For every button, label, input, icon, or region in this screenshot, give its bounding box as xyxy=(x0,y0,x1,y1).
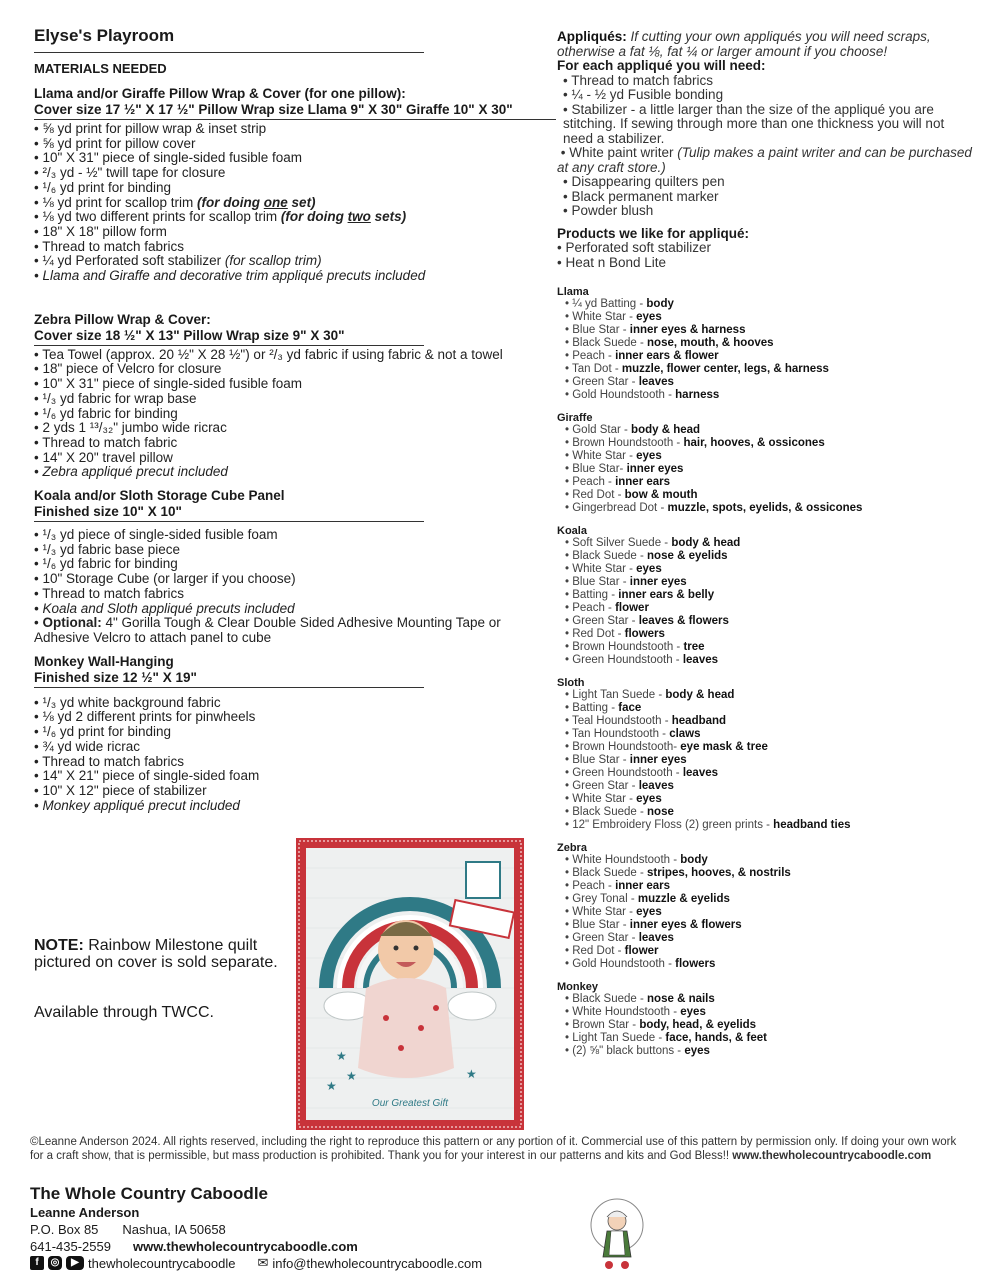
list-item: • 10" X 31" piece of single-sided fusible foam xyxy=(34,377,554,392)
for-each-heading: For each appliqué you will need: xyxy=(557,58,766,73)
list-item: • Black permanent marker xyxy=(563,190,977,205)
quilt-note: NOTE: Rainbow Milestone quilt pictured on cover is sold separate. xyxy=(34,937,278,971)
list-item: • Gingerbread Dot - muzzle, spots, eyelids, & ossicones xyxy=(565,502,977,515)
list-item: • Perforated soft stabilizer xyxy=(557,241,977,256)
list-item: • Peach - inner ears & flower xyxy=(565,350,977,363)
list-item: • Brown Houndstooth - hair, hooves, & ossicones xyxy=(565,437,977,450)
caboodle-logo xyxy=(585,1195,650,1275)
list-item: • Batting - inner ears & belly xyxy=(565,589,977,602)
zebra-list xyxy=(34,348,554,480)
applique-fabric-lists xyxy=(557,286,977,1058)
llama-list xyxy=(34,122,554,284)
applique-group-list xyxy=(557,298,977,402)
list-item: • Disappearing quilters pen xyxy=(563,175,977,190)
website-link[interactable]: www.thewholecountrycaboodle.com xyxy=(132,1239,358,1254)
need-list xyxy=(557,74,977,147)
koala-size: Finished size 10" X 10" xyxy=(34,504,424,522)
svg-text:★: ★ xyxy=(466,1067,477,1081)
list-item: • Blue Star - inner eyes & flowers xyxy=(565,919,977,932)
list-item: • Teal Houndstooth - headband xyxy=(565,715,977,728)
list-item: • White Houndstooth - body xyxy=(565,854,977,867)
list-item: • 2 yds 1 ¹³/₃₂" jumbo wide ricrac xyxy=(34,421,554,436)
list-item: • Llama and Giraffe and decorative trim appliqué precuts included xyxy=(34,269,554,284)
list-item: • ⅛ yd 2 different prints for pinwheels xyxy=(34,710,554,725)
list-item: • 10" X 31" piece of single-sided fusible foam xyxy=(34,151,554,166)
list-item: • Thread to match fabrics xyxy=(34,240,554,255)
quilt-caption: Our Greatest Gift xyxy=(371,1098,449,1109)
materials-column xyxy=(34,26,554,813)
list-item: • ¹/₃ yd piece of single-sided fusible foam xyxy=(34,528,554,543)
list-item: • Thread to match fabric xyxy=(34,436,554,451)
applique-group-title: Koala xyxy=(557,525,587,537)
list-item: • Batting - face xyxy=(565,702,977,715)
list-item: • ¹/₆ yd print for binding xyxy=(34,181,554,196)
list-item: • Peach - inner ears xyxy=(565,476,977,489)
applique-group-list xyxy=(557,689,977,832)
list-item: • Green Star - leaves xyxy=(565,376,977,389)
list-item: • Tan Dot - muzzle, flower center, legs, & harness xyxy=(565,363,977,376)
list-item: • 12" Embroidery Floss (2) green prints - headband ties xyxy=(565,819,977,832)
applique-group-title: Sloth xyxy=(557,677,585,689)
applique-group-list xyxy=(557,424,977,515)
list-item: • ⅝ yd print for pillow wrap & inset strip xyxy=(34,122,554,137)
list-item: • Thread to match fabrics xyxy=(34,755,554,770)
applique-group-title: Zebra xyxy=(557,842,587,854)
milestone-card xyxy=(466,862,500,898)
youtube-icon[interactable]: ▶ xyxy=(66,1256,84,1270)
list-item: • ¹/₃ yd white background fabric xyxy=(34,696,554,711)
list-item: • Blue Star - inner eyes xyxy=(565,576,977,589)
list-item: • Red Dot - bow & mouth xyxy=(565,489,977,502)
llama-title: Llama and/or Giraffe Pillow Wrap & Cover (for one pillow): xyxy=(34,86,406,101)
applique-group-list xyxy=(557,993,977,1058)
list-item: • White Houndstooth - eyes xyxy=(565,1006,977,1019)
koala-section xyxy=(34,488,554,646)
social-handle[interactable]: thewholecountrycaboodle xyxy=(88,1255,236,1271)
list-item: • ¼ yd Batting - body xyxy=(565,298,977,311)
list-item: • Soft Silver Suede - body & head xyxy=(565,537,977,550)
page-title: Elyse's Playroom xyxy=(34,26,424,53)
svg-text:★: ★ xyxy=(326,1079,337,1093)
list-item: • Powder blush xyxy=(563,204,977,219)
list-item: • Green Houndstooth - leaves xyxy=(565,654,977,667)
list-item: • ¾ yd wide ricrac xyxy=(34,740,554,755)
contact-block xyxy=(30,1204,358,1255)
zebra-size: Cover size 18 ½" X 13" Pillow Wrap size 9" X 30" xyxy=(34,328,424,346)
list-item: • ⅛ yd two different prints for scallop trim (for doing two sets) xyxy=(34,210,554,225)
list-item: • Blue Star - inner eyes xyxy=(565,754,977,767)
list-item: • Light Tan Suede - face, hands, & feet xyxy=(565,1032,977,1045)
list-item: • ¹/₆ yd print for binding xyxy=(34,725,554,740)
zebra-section xyxy=(34,312,554,480)
need-list-2 xyxy=(557,175,977,219)
list-item: • Tan Houndstooth - claws xyxy=(565,728,977,741)
list-item: • 14" X 21" piece of single-sided foam xyxy=(34,769,554,784)
list-item: • Black Suede - nose xyxy=(565,806,977,819)
products-list xyxy=(557,241,977,270)
list-item: • Optional: 4" Gorilla Tough & Clear Double Sided Adhesive Mounting Tape or Adhesive Velcro to attach panel to cube xyxy=(34,616,554,645)
materials-header: MATERIALS NEEDED xyxy=(34,61,167,76)
list-item: • Green Houndstooth - leaves xyxy=(565,767,977,780)
applique-group-list xyxy=(557,854,977,971)
koala-title: Koala and/or Sloth Storage Cube Panel xyxy=(34,488,285,504)
applique-column xyxy=(557,30,977,1058)
list-item: • Peach - flower xyxy=(565,602,977,615)
email-link[interactable]: info@thewholecountrycaboodle.com xyxy=(272,1255,483,1271)
list-item: • Thread to match fabrics xyxy=(34,587,554,602)
instagram-icon[interactable]: ◎ xyxy=(48,1256,62,1270)
brand-name: The Whole Country Caboodle xyxy=(30,1184,268,1203)
products-heading: Products we like for appliqué: xyxy=(557,225,750,241)
list-item: • Brown Houndstooth- eye mask & tree xyxy=(565,741,977,754)
copyright-link[interactable]: www.thewholecountrycaboodle.com xyxy=(732,1150,932,1162)
availability-note: Available through TWCC. xyxy=(34,1004,214,1021)
list-item: • White Star - eyes xyxy=(565,311,977,324)
list-item: • Koala and Sloth appliqué precuts included xyxy=(34,602,554,617)
list-item: • ¹/₆ yd fabric for binding xyxy=(34,407,554,422)
list-item: • ¹/₆ yd fabric for binding xyxy=(34,557,554,572)
list-item: • Brown Houndstooth - tree xyxy=(565,641,977,654)
list-item: • 10" Storage Cube (or larger if you choose) xyxy=(34,572,554,587)
list-item: • Green Star - leaves xyxy=(565,932,977,945)
list-item: • Black Suede - stripes, hooves, & nostrils xyxy=(565,867,977,880)
list-item: • Green Star - leaves & flowers xyxy=(565,615,977,628)
list-item: • White Star - eyes xyxy=(565,563,977,576)
list-item: • Tea Towel (approx. 20 ½" X 28 ½") or ²/₃ yd fabric if using fabric & not a towel xyxy=(34,348,554,363)
list-item: • Light Tan Suede - body & head xyxy=(565,689,977,702)
koala-list xyxy=(34,528,554,646)
llama-size: Cover size 17 ½" X 17 ½" Pillow Wrap size Llama 9" X 30" Giraffe 10" X 30" xyxy=(34,102,556,120)
facebook-icon[interactable]: f xyxy=(30,1256,44,1270)
applique-group-title: Monkey xyxy=(557,981,598,993)
list-item: • Heat n Bond Lite xyxy=(557,256,977,271)
monkey-section xyxy=(34,654,554,814)
list-item: • Thread to match fabrics xyxy=(563,74,977,89)
contact-name: Leanne Anderson xyxy=(30,1205,140,1220)
svg-text:★: ★ xyxy=(346,1069,357,1083)
applique-group-title: Llama xyxy=(557,286,589,298)
copyright-notice: ©Leanne Anderson 2024. All rights reserved, including the right to reproduce this pattern or any portion of it. Commercial use of this pattern by permission only. If doing your own work for a craft show, that is permissible, but mass production is prohibited. Thank you for your interest in our patterns and kits and God Bless!! www.thewholecountrycaboodle.com xyxy=(30,1136,957,1162)
list-item: • Peach - inner ears xyxy=(565,880,977,893)
list-item: • ¼ yd Perforated soft stabilizer (for scallop trim) xyxy=(34,254,554,269)
list-item: • Gold Houndstooth - flowers xyxy=(565,958,977,971)
list-item: • 10" X 12" piece of stabilizer xyxy=(34,784,554,799)
list-item: • ¼ - ½ yd Fusible bonding xyxy=(563,88,977,103)
list-item: • Monkey appliqué precut included xyxy=(34,799,554,814)
list-item: • ¹/₃ yd fabric for wrap base xyxy=(34,392,554,407)
list-item: • 18" X 18" pillow form xyxy=(34,225,554,240)
list-item: • 18" piece of Velcro for closure xyxy=(34,362,554,377)
list-item: • Gold Houndstooth - harness xyxy=(565,389,977,402)
list-item: • Blue Star - inner eyes & harness xyxy=(565,324,977,337)
phone: 641-435-2559 xyxy=(30,1239,111,1254)
list-item: • Gold Star - body & head xyxy=(565,424,977,437)
list-item: • (2) ⅝" black buttons - eyes xyxy=(565,1045,977,1058)
list-item: • ⅛ yd print for scallop trim (for doing one set) xyxy=(34,196,554,211)
list-item: • White Star - eyes xyxy=(565,450,977,463)
list-item: • White Star - eyes xyxy=(565,906,977,919)
list-item: • ⅝ yd print for pillow cover xyxy=(34,137,554,152)
list-item: • Zebra appliqué precut included xyxy=(34,465,554,480)
zebra-title: Zebra Pillow Wrap & Cover: xyxy=(34,311,211,327)
monkey-list xyxy=(34,696,554,814)
svg-text:★: ★ xyxy=(336,1049,347,1063)
appliques-intro: Appliqués: If cutting your own appliqués you will need scraps, otherwise a fat ⅛, fat ¼ or larger amount if you choose! xyxy=(557,29,931,59)
quilt-photo xyxy=(296,838,524,1130)
applique-group-title: Giraffe xyxy=(557,412,593,424)
list-item: • Red Dot - flowers xyxy=(565,628,977,641)
list-item: • Red Dot - flower xyxy=(565,945,977,958)
monkey-title: Monkey Wall-Hanging xyxy=(34,653,174,669)
list-item: • Stabilizer - a little larger than the size of the appliqué you are stitching. If sewing through more than one thickness you will not need a stabilizer. xyxy=(563,103,977,147)
applique-group-list xyxy=(557,537,977,667)
list-item: • Black Suede - nose & eyelids xyxy=(565,550,977,563)
list-item: • Green Star - leaves xyxy=(565,780,977,793)
list-item: • ¹/₃ yd fabric base piece xyxy=(34,543,554,558)
list-item: • 14" X 20" travel pillow xyxy=(34,451,554,466)
paint-writer-item: • White paint writer (Tulip makes a paint writer and can be purchased at any craft store.) xyxy=(557,145,972,175)
email-icon: ✉ xyxy=(257,1255,269,1270)
list-item: • Blue Star- inner eyes xyxy=(565,463,977,476)
list-item: • Black Suede - nose & nails xyxy=(565,993,977,1006)
po-box: P.O. Box 85 xyxy=(30,1222,99,1237)
list-item: • Brown Star - body, head, & eyelids xyxy=(565,1019,977,1032)
llama-section xyxy=(34,86,554,284)
list-item: • Grey Tonal - muzzle & eyelids xyxy=(565,893,977,906)
social-row xyxy=(30,1255,482,1271)
monkey-size: Finished size 12 ½" X 19" xyxy=(34,670,424,688)
list-item: • ²/₃ yd - ½" twill tape for closure xyxy=(34,166,554,181)
list-item: • White Star - eyes xyxy=(565,793,977,806)
baby-outfit xyxy=(358,978,454,1078)
city: Nashua, IA 50658 xyxy=(122,1222,226,1237)
cloud-right xyxy=(448,992,496,1020)
list-item: • Black Suede - nose, mouth, & hooves xyxy=(565,337,977,350)
